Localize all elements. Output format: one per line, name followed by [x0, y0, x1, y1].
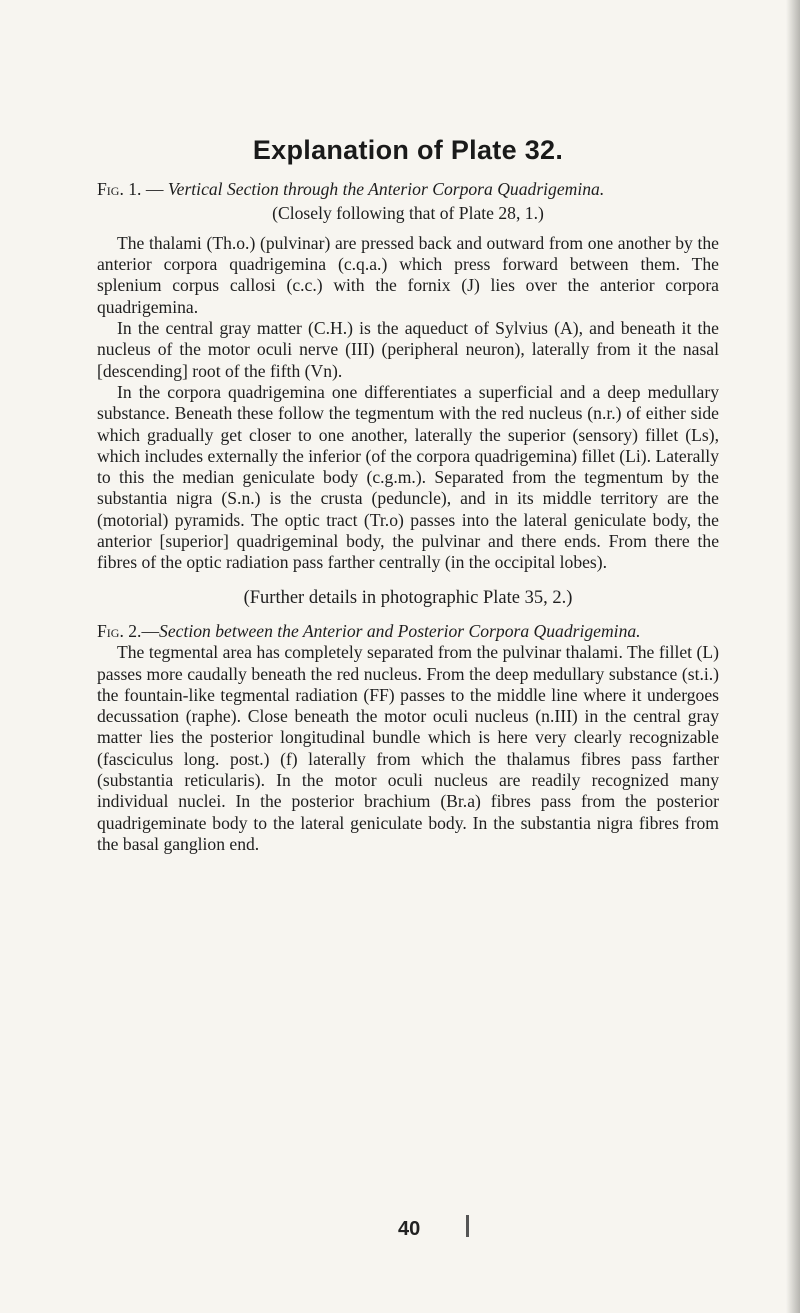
- fig1-label: Fig. 1.: [97, 179, 142, 200]
- fig2-title: Section between the Anterior and Posterior Corpora Quadrigemina.: [159, 620, 641, 641]
- fig1-title: Vertical Section through the Anterior Corpora Quadrigemina.: [167, 179, 605, 200]
- fig2-heading: [97, 621, 719, 642]
- page-number: 40: [398, 1218, 421, 1240]
- fig1-heading: [97, 179, 719, 200]
- fig1-note: (Closely following that of Plate 28, 1.): [272, 202, 544, 223]
- margin-mark: [466, 1215, 469, 1237]
- page-title: Explanation of Plate 32.: [252, 135, 564, 165]
- fig1-further-details: (Further details in photographic Plate 35, 2.): [243, 587, 573, 608]
- fig1-dash: —: [141, 179, 168, 200]
- fig2-label: Fig. 2.: [97, 620, 142, 641]
- fig1-paragraph: In the corpora quadrigemina one differentiates a superficial and a deep medullary substance. Beneath these follow the tegmentum with the red nucleus (n.r.) of either side which gradually get closer to one another, laterally the superior (sensory) fillet (Ls), which includes externally the inferior (of the corpora quadrigemina) fillet (Li). Laterally to this the median geniculate body (c.g.m.). Separated from the tegmentum by the substantia nigra (S.n.) is the crusta (peduncle), and in its middle territory are the (motorial) pyramids. The optic tract (Tr.o) passes into the lateral geniculate body, the anterior [superior] quadrigeminal body, the pulvinar and there ends. From there the fibres of the optic radiation pass farther centrally (in the occipital lobes).: [97, 381, 719, 573]
- fig2-dash: —: [141, 620, 160, 641]
- fig1-paragraph: The thalami (Th.o.) (pulvinar) are pressed back and outward from one another by the anterior corpora quadrigemina (c.q.a.) which press forward between them. The splenium corpus callosi (c.c.) with the fornix (J) lies over the anterior corpora quadrigemina.: [97, 232, 719, 317]
- page-edge-shadow: [786, 0, 800, 1313]
- fig1-paragraph: In the central gray matter (C.H.) is the aqueduct of Sylvius (A), and beneath it the nucleus of the motor oculi nerve (III) (peripheral neuron), laterally from it the nasal [descending] root of the fifth (Vn).: [97, 318, 719, 381]
- fig2-paragraph: The tegmental area has completely separated from the pulvinar thalami. The fillet (L) passes more caudally beneath the red nucleus. From the deep medullary substance (st.i.) the fountain-like tegmental radiation (FF) passes to the middle line where it undergoes decussation (raphe). Close beneath the motor oculi nucleus (n.III) in the central gray matter lies the posterior longitudinal bundle which is here very clearly recognizable (fasciculus long. post.) (f) laterally from which the thalamus fibres pass farther (substantia reticularis). In the motor oculi nucleus are readily recognized many individual nuclei. In the posterior brachium (Br.a) fibres pass from the posterior quadrigeminate body to the lateral geniculate body. In the substantia nigra fibres from the basal ganglion end.: [97, 642, 719, 854]
- text-block: [97, 135, 719, 855]
